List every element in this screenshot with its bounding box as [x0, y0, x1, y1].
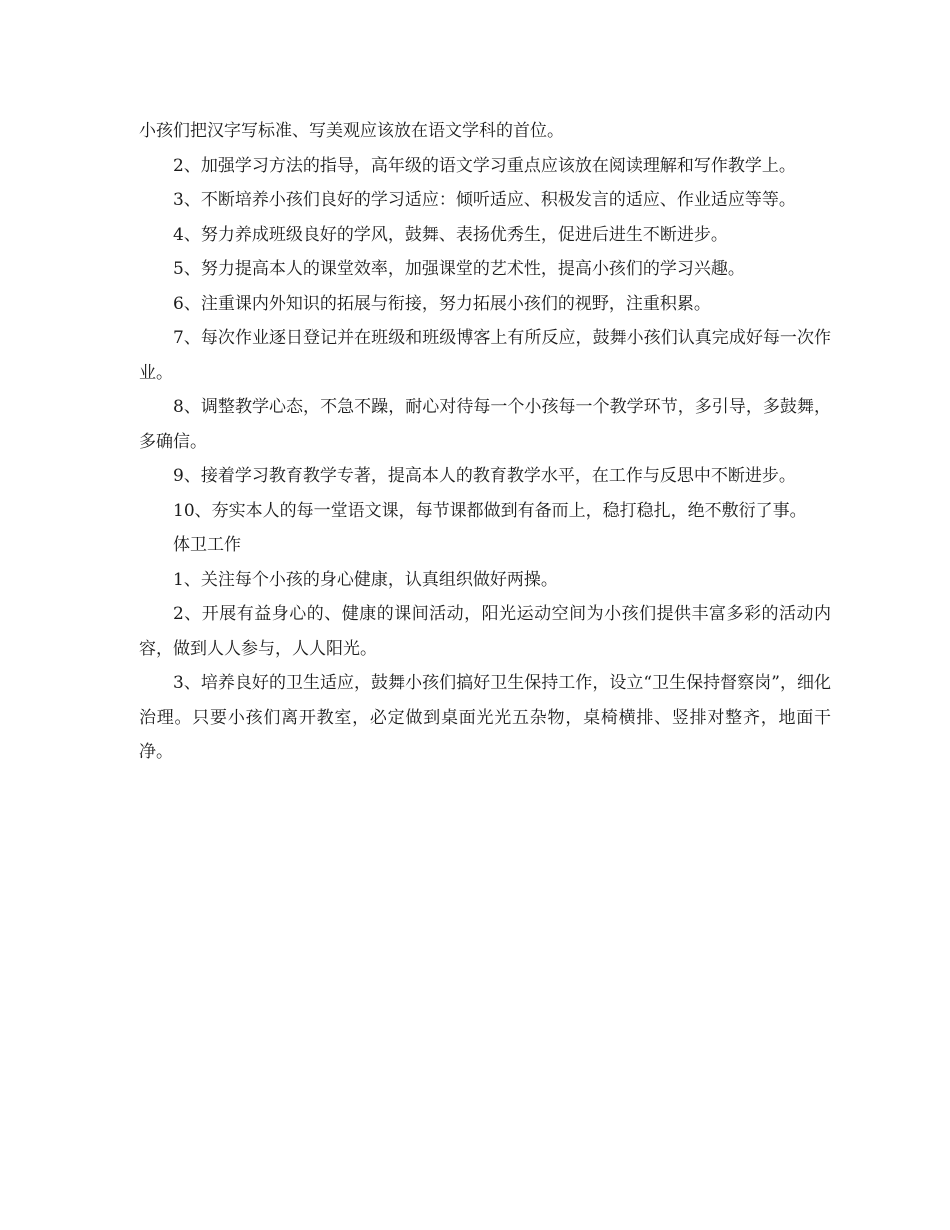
paragraph-section-item-2: 2、开展有益身心的、健康的课间活动，阳光运动空间为小孩们提供丰富多彩的活动内容，做到人人参与，人人阳光。	[139, 604, 831, 659]
paragraph-item-5: 5、努力提高本人的课堂效率，加强课堂的艺术性，提高小孩们的学习兴趣。	[173, 259, 745, 279]
paragraph-item-7: 7、每次作业逐日登记并在班级和班级博客上有所反应，鼓舞小孩们认真完成好每一次作业。	[139, 328, 831, 383]
paragraph-item-4: 4、努力养成班级良好的学风，鼓舞、表扬优秀生，促进后进生不断进步。	[173, 224, 728, 245]
paragraph-item-10: 10、夯实本人的每一堂语文课，每节课都做到有备而上，稳打稳扎，绝不敷衍了事。	[173, 500, 807, 521]
paragraph-item-9: 9、接着学习教育教学专著，提高本人的教育教学水平，在工作与反思中不断进步。	[173, 466, 796, 486]
paragraph-item-3: 3、不断培养小孩们良好的学习适应：倾听适应、积极发言的适应、作业适应等等。	[173, 190, 796, 210]
paragraph-section-item-3: 3、培养良好的卫生适应，鼓舞小孩们搞好卫生保持工作，设立“卫生保持督察岗”，细化治理。只要小孩们离开教室，必定做到桌面光光五杂物，桌椅横排、竖排对整齐，地面干净。	[139, 673, 831, 762]
document-body	[139, 114, 831, 770]
paragraph-item-2: 2、加强学习方法的指导，高年级的语文学习重点应该放在阅读理解和写作教学上。	[173, 155, 796, 176]
paragraph-item-6: 6、注重课内外知识的拓展与衔接，努力拓展小孩们的视野，注重积累。	[173, 293, 711, 314]
paragraph-section-item-1: 1、关注每个小孩的身心健康，认真组织做好两操。	[173, 569, 558, 590]
paragraph-continuation: 小孩们把汉字写标准、写美观应该放在语文学科的首位。	[139, 121, 564, 141]
section-heading: 体卫工作	[173, 535, 241, 555]
paragraph-item-8: 8、调整教学心态，不急不躁，耐心对待每一个小孩每一个教学环节，多引导，多鼓舞，多确信。	[139, 397, 831, 452]
